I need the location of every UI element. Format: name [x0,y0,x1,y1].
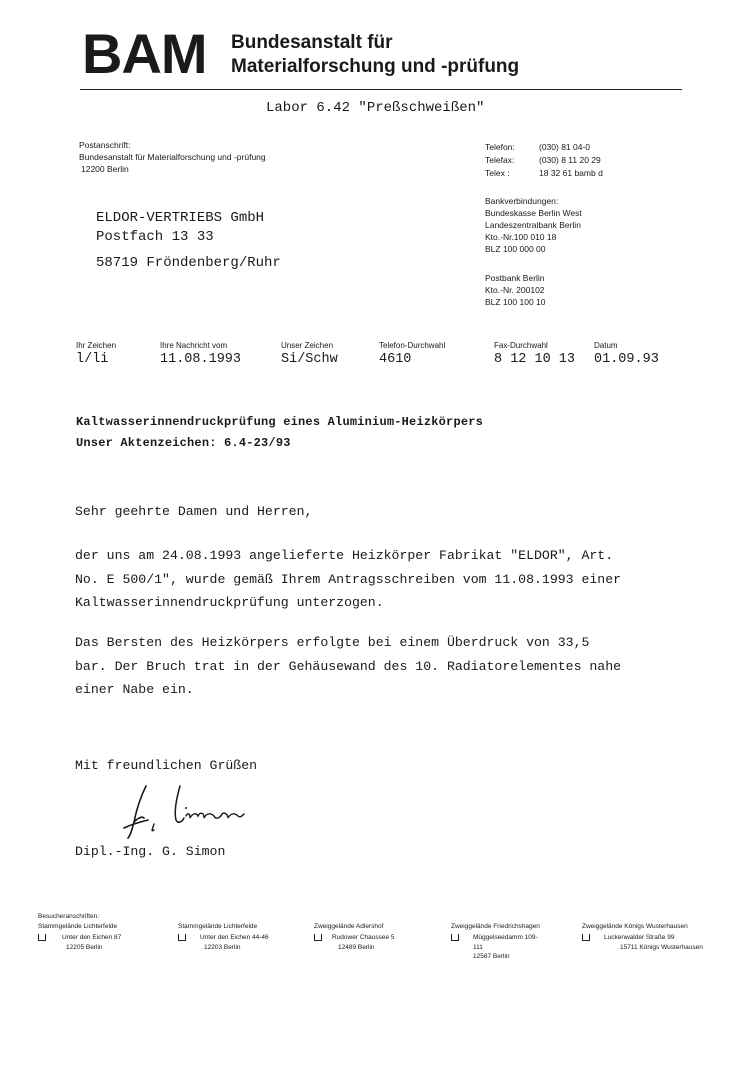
footer-col1-line2: 12205 Berlin [66,943,103,951]
bank-details [485,195,582,255]
subject-line2: Unser Aktenzeichen: 6.4-23/93 [76,436,291,450]
footer-col1-title: Stammgelände Lichterfelde [38,923,118,930]
unser-zeichen-value: Si/Schw [281,352,338,367]
postal-address [79,139,266,175]
footer-col5-line1: Luckenwalder Straße 99 [604,934,675,941]
footer-col2-title: Stammgelände Lichterfelde [178,923,258,930]
footer-col3-line2: 12489 Berlin [338,943,375,951]
telefax-label: Telefax: [485,155,515,165]
recipient-city: 58719 Fröndenberg/Ruhr [96,255,281,271]
postbank-details [485,272,546,308]
closing: Mit freundlichen Grüßen [75,758,258,773]
recipient-company: ELDOR-VERTRIEBS GmbH [96,210,265,226]
bank-line4: BLZ 100 000 00 [485,244,546,254]
footer-col1-line1: Unter den Eichen 87 [62,934,122,941]
unser-zeichen-label: Unser Zeichen [281,341,334,350]
bam-logo: BAM [82,22,207,85]
paragraph-2 [75,631,695,702]
header-divider [80,89,682,90]
handwritten-signature [118,778,258,842]
postal-line1: Bundesanstalt für Materialforschung und -prüfung [79,152,266,162]
postbank-line2: Kto.-Nr. 200102 [485,285,545,295]
footer-col5-title: Zweiggelände Königs Wusterhausen [582,923,688,930]
mailbox-icon [314,934,322,941]
salutation: Sehr geehrte Damen und Herren, [75,504,313,519]
mailbox-icon [451,934,459,941]
postal-line2: 12200 Berlin [81,164,129,174]
subject [76,412,483,454]
postbank-line1: Postbank Berlin [485,273,545,283]
bank-line3: Kto.-Nr.100 010 18 [485,232,557,242]
fax-durchwahl-label: Fax-Durchwahl [494,341,548,350]
telefon-durchwahl-label: Telefon-Durchwahl [379,341,446,350]
institution-name-line2: Materialforschung und -prüfung [231,56,520,77]
datum-value: 01.09.93 [594,352,659,367]
recipient-address [96,209,264,247]
footer-label: Besucheranschriften: [38,913,100,920]
footer-col-2 [178,922,269,951]
footer-col3-line1: Rudower Chaussee 5 [332,934,395,941]
telefon-value: (030) 81 04-0 [539,142,591,152]
labor-heading: Labor 6.42 "Preßschweißen" [266,100,485,116]
bank-line2: Landeszentralbank Berlin [485,220,581,230]
paragraph-2-line1: Das Bersten des Heizkörpers erfolgte bei einem Überdruck von 33,5 [75,635,590,650]
ihr-zeichen-value: l/li [76,352,109,367]
signer-name: Dipl.-Ing. G. Simon [75,844,226,859]
nachricht-value: 11.08.1993 [160,352,242,367]
datum-label: Datum [594,341,618,350]
paragraph-2-line2: bar. Der Bruch trat in der Gehäusewand des 10. Radiatorelementes nahe [75,658,622,674]
footer-col2-line2: 12203 Berlin [204,943,241,951]
footer-col2-line1: Unter den Eichen 44-46 [200,934,269,941]
telefax-row [485,155,601,165]
postbank-line3: BLZ 100 100 10 [485,297,546,307]
mailbox-icon [178,934,186,941]
telex-value: 18 32 61 bamb d [539,168,603,178]
recipient-postfach: Postfach 13 33 [96,229,214,245]
institution-name-line1: Bundesanstalt für [231,32,393,53]
telefon-label: Telefon: [485,142,515,152]
paragraph-1-line1: der uns am 24.08.1993 angelieferte Heizkörper Fabrikat "ELDOR", Art. [75,548,614,563]
paragraph-1 [75,544,695,615]
ihr-zeichen-label: Ihr Zeichen [76,341,117,350]
paragraph-1-line2: No. E 500/1", wurde gemäß Ihrem Antragsschreiben vom 11.08.1993 einer [75,571,622,587]
footer-col-4 [451,922,540,960]
footer-col5-line2: 15711 Königs Wusterhausen [620,943,703,951]
paragraph-1-line3: Kaltwasserinnendruckprüfung unterzogen. [75,595,384,610]
footer-col4-line3: 12587 Berlin [473,953,510,960]
postal-label: Postanschrift: [79,140,131,150]
telefon-durchwahl-value: 4610 [379,352,412,367]
footer-col3-title: Zweiggelände Adlershof [314,923,384,930]
telefon-row [485,142,590,152]
bank-line1: Bundeskasse Berlin West [485,208,582,218]
telefax-value: (030) 8 11 20 29 [539,155,601,165]
footer-col4-line2: 111 [473,943,483,951]
subject-line1: Kaltwasserinnendruckprüfung eines Aluminium-Heizkörpers [76,415,484,429]
telex-row [485,168,603,178]
footer-col-1 [38,922,122,951]
footer-col4-title: Zweiggelände Friedrichshagen [451,923,540,930]
fax-durchwahl-value: 8 12 10 13 [494,352,576,367]
footer-col-5 [582,922,703,951]
telex-label: Telex : [485,168,510,178]
signature-text: G. Simon [118,778,122,779]
bank-label: Bankverbindungen: [485,196,559,206]
footer-col4-line1: Müggelseedamm 109- [473,934,538,941]
mailbox-icon [38,934,46,941]
mailbox-icon [582,934,590,941]
paragraph-2-line3: einer Nabe ein. [75,682,194,697]
footer-col-3 [314,922,395,951]
nachricht-label: Ihre Nachricht vom [160,341,228,350]
